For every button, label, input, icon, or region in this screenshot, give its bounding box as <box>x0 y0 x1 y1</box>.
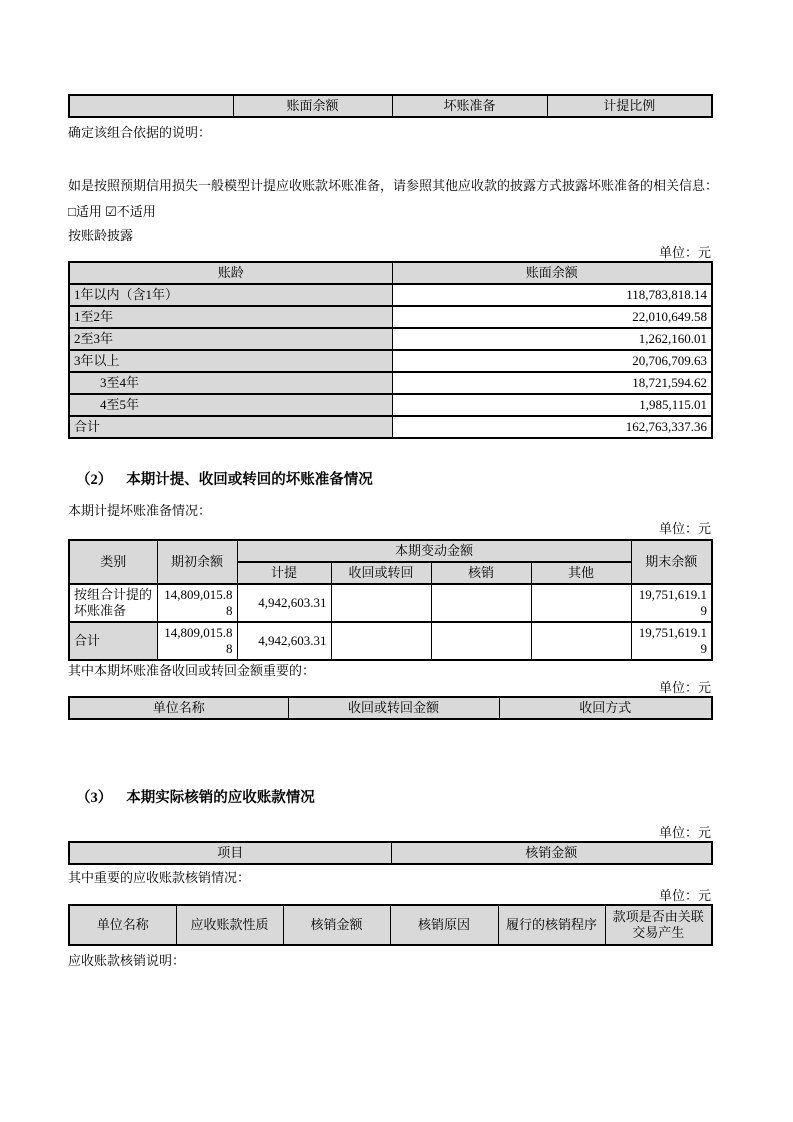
aging-row-value: 1,262,160.01 <box>392 328 712 350</box>
aging-row-value: 1,985,115.01 <box>392 394 712 416</box>
provision-row-writeoff <box>431 584 531 622</box>
carryover-table <box>68 94 713 118</box>
table-header-row <box>69 905 712 945</box>
provision-total-recover <box>331 622 431 660</box>
section-3-title: 本期实际核销的应收账款情况 <box>126 790 315 806</box>
table-header-row <box>69 842 712 864</box>
aging-row-label: 2至3年 <box>69 328 392 350</box>
applicability-checkboxes: □适用 ☑不适用 <box>68 204 156 219</box>
provision-row-opening: 14,809,015.88 <box>157 584 237 622</box>
section-2-title: 本期计提、收回或转回的坏账准备情况 <box>126 472 373 488</box>
section-3-number: （3） <box>76 790 113 806</box>
unit-label: 单位：元 <box>658 825 711 840</box>
aging-row-value: 118,783,818.14 <box>392 284 712 306</box>
provision-header-opening: 期初余额 <box>157 540 237 584</box>
carryover-header-bad-debt: 坏账准备 <box>392 95 547 117</box>
table-row <box>69 328 712 350</box>
provision-header-category: 类别 <box>69 540 157 584</box>
provision-row-other <box>531 584 631 622</box>
writeoff-summary-table <box>68 841 713 865</box>
recovery-table <box>68 696 713 720</box>
recovery-header-amount: 收回或转回金额 <box>288 697 499 719</box>
section-2-number: （2） <box>76 472 113 488</box>
carryover-header-book-balance: 账面余额 <box>233 95 392 117</box>
unit-label: 单位：元 <box>658 521 711 536</box>
provision-header-other: 其他 <box>531 562 631 584</box>
provision-total-other <box>531 622 631 660</box>
aging-row-value: 20,706,709.63 <box>392 350 712 372</box>
aging-row-label: 1至2年 <box>69 306 392 328</box>
aging-table <box>68 261 713 439</box>
recovery-header-entity: 单位名称 <box>69 697 288 719</box>
combo-basis-note: 确定该组合依据的说明： <box>68 125 212 140</box>
aging-row-label: 3至4年 <box>69 372 392 394</box>
writeoff-detail-header-procedure: 履行的核销程序 <box>498 905 605 945</box>
aging-row-value: 18,721,594.62 <box>392 372 712 394</box>
provision-header-closing: 期末余额 <box>631 540 712 584</box>
recovery-important-note: 其中本期坏账准备收回或转回金额重要的： <box>68 663 316 678</box>
ecl-model-note: 如是按照预期信用损失一般模型计提应收账款坏账准备，请参照其他应收款的披露方式披露坏账准备的相关信息： <box>68 178 719 193</box>
aging-total-label: 合计 <box>69 416 392 438</box>
carryover-header-ratio: 计提比例 <box>547 95 712 117</box>
table-header-row <box>69 540 712 562</box>
provision-row-accrual: 4,942,603.31 <box>237 584 331 622</box>
writeoff-detail-header-reason: 核销原因 <box>390 905 498 945</box>
section-3-heading <box>68 788 711 808</box>
provision-row-closing: 19,751,619.19 <box>631 584 712 622</box>
provision-header-change-group: 本期变动金额 <box>237 540 631 562</box>
writeoff-detail-header-amount: 核销金额 <box>283 905 390 945</box>
writeoff-summary-header-item: 项目 <box>69 842 391 864</box>
unit-label: 单位：元 <box>658 245 711 260</box>
provision-total-category: 合计 <box>69 622 157 660</box>
provision-total-writeoff <box>431 622 531 660</box>
writeoff-important-note: 其中重要的应收账款核销情况： <box>68 870 251 885</box>
table-row <box>69 584 712 622</box>
writeoff-detail-header-nature: 应收账款性质 <box>176 905 283 945</box>
provision-total-accrual: 4,942,603.31 <box>237 622 331 660</box>
provision-total-opening: 14,809,015.88 <box>157 622 237 660</box>
provision-row-recover <box>331 584 431 622</box>
aging-row-label: 3年以上 <box>69 350 392 372</box>
aging-header-balance: 账面余额 <box>392 262 712 284</box>
table-header-row <box>69 95 712 117</box>
table-row <box>69 306 712 328</box>
writeoff-detail-header-related-party: 款项是否由关联交易产生 <box>605 905 712 945</box>
aging-row-label: 1年以内（含1年） <box>69 284 392 306</box>
writeoff-summary-header-amount: 核销金额 <box>391 842 712 864</box>
carryover-header-empty <box>69 95 233 117</box>
table-row <box>69 372 712 394</box>
table-header-row <box>69 697 712 719</box>
table-row <box>69 394 712 416</box>
table-row-total <box>69 622 712 660</box>
table-header-row <box>69 262 712 284</box>
aging-row-value: 22,010,649.58 <box>392 306 712 328</box>
writeoff-note: 应收账款核销说明： <box>68 953 186 968</box>
aging-disclosure-label: 按账龄披露 <box>68 228 134 243</box>
table-row <box>69 284 712 306</box>
unit-label: 单位：元 <box>658 680 711 695</box>
table-row <box>69 350 712 372</box>
aging-header-age: 账龄 <box>69 262 392 284</box>
writeoff-detail-table <box>68 904 713 946</box>
section-2-heading <box>68 470 711 490</box>
writeoff-detail-header-entity: 单位名称 <box>69 905 176 945</box>
unit-label: 单位：元 <box>658 888 711 903</box>
aging-row-label: 4至5年 <box>69 394 392 416</box>
provision-intro: 本期计提坏账准备情况： <box>68 503 212 518</box>
aging-total-value: 162,763,337.36 <box>392 416 712 438</box>
table-row-total <box>69 416 712 438</box>
recovery-header-method: 收回方式 <box>499 697 712 719</box>
provision-header-accrual: 计提 <box>237 562 331 584</box>
page-content <box>68 0 719 969</box>
provision-header-writeoff: 核销 <box>431 562 531 584</box>
provision-row-category: 按组合计提的坏账准备 <box>69 584 157 622</box>
provision-header-recover: 收回或转回 <box>331 562 431 584</box>
provision-table <box>68 539 713 661</box>
provision-total-closing: 19,751,619.19 <box>631 622 712 660</box>
